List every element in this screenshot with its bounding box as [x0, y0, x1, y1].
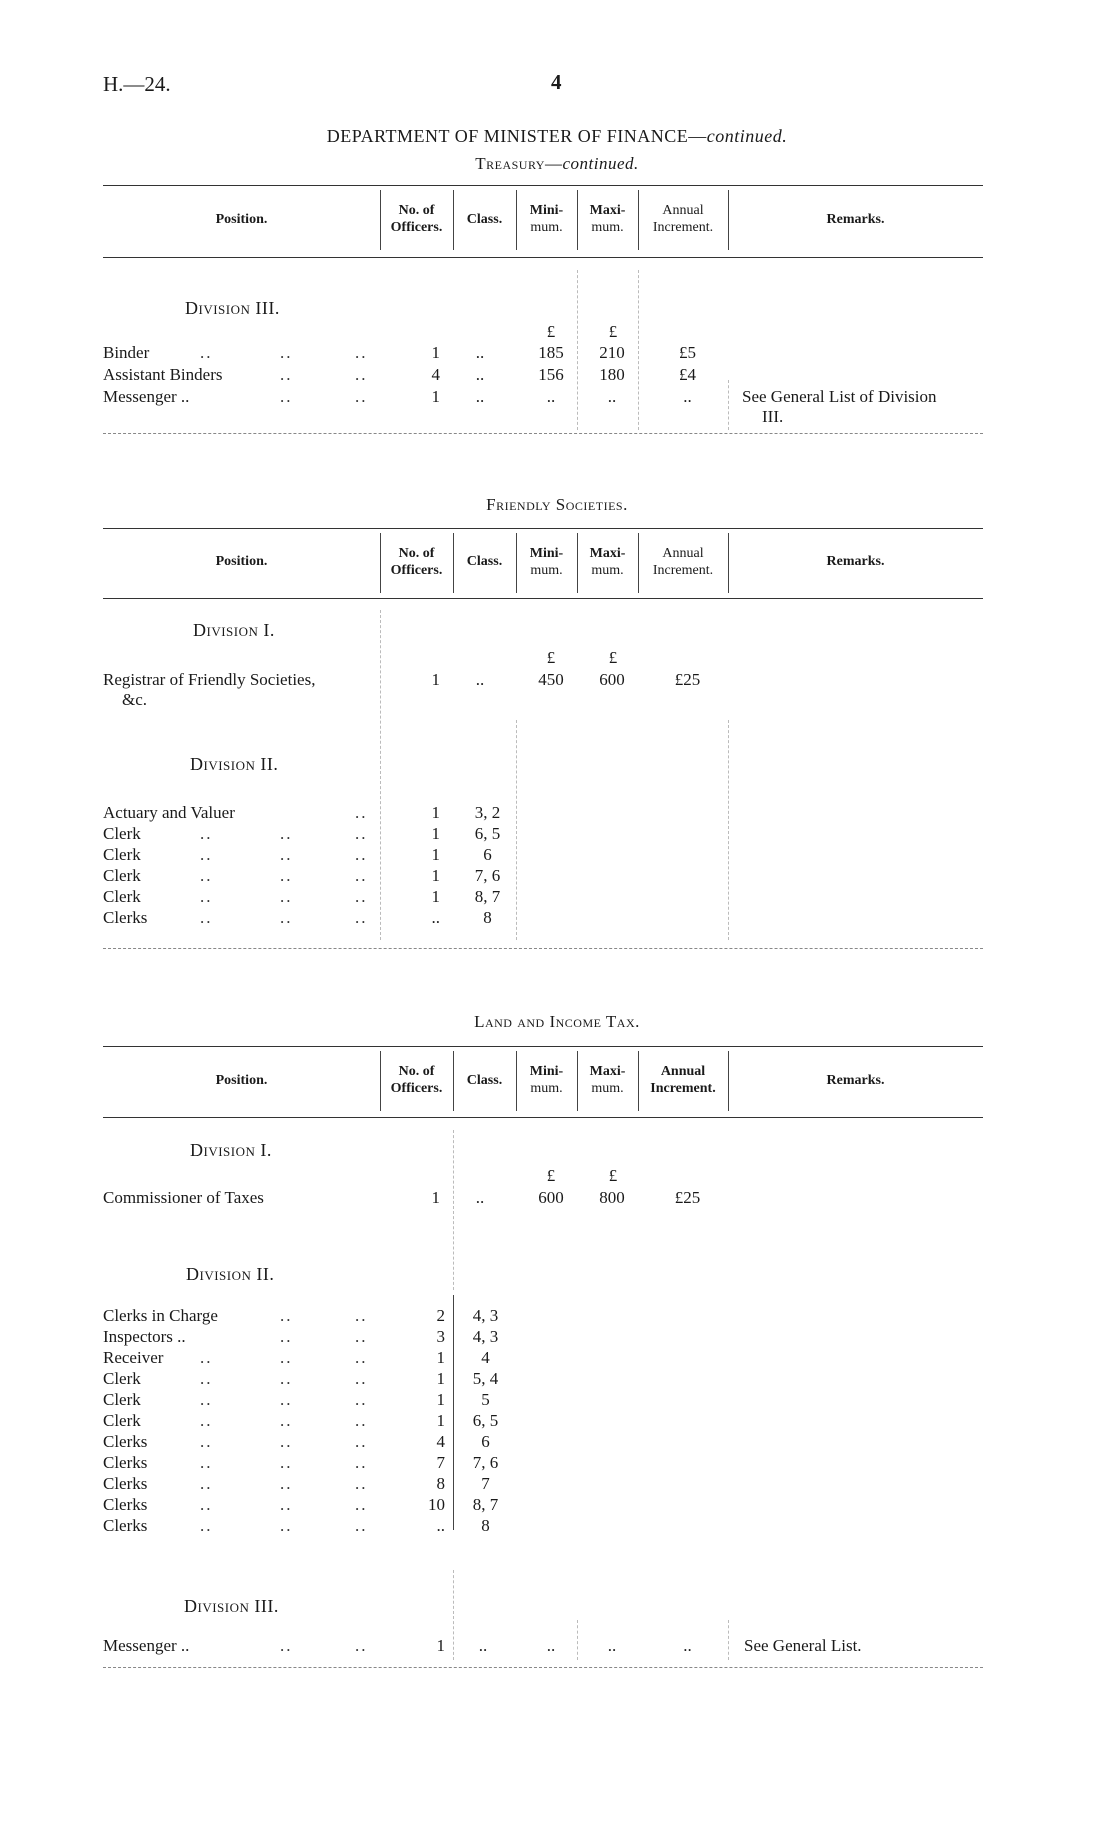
row-class: 7 [481, 1474, 490, 1493]
dot-leader: .. [200, 343, 213, 362]
dot-leader: .. [355, 1516, 368, 1535]
row-class: 8, 7 [472, 1495, 499, 1514]
row-officers: .. [431, 908, 440, 927]
row-officers: 8 [436, 1474, 445, 1493]
dot-leader: .. [355, 1474, 368, 1493]
dot-leader: .. [200, 1348, 213, 1367]
col-position: Position. [215, 212, 268, 227]
row-position: Assistant Binders [103, 365, 223, 384]
section-title-friendly-societies: Friendly Societies. [486, 495, 628, 514]
row-position: Clerk [103, 1411, 141, 1430]
row-class: 6, 5 [474, 824, 501, 843]
row-min: 450 [538, 670, 564, 689]
row-increment: £4 [679, 365, 696, 384]
row-remarks: See General List. [744, 1636, 862, 1655]
dot-leader: .. [280, 1453, 293, 1472]
dot-leader: .. [200, 1390, 213, 1409]
row-position: Clerk [103, 866, 141, 885]
col-increment: Annual Increment. [652, 203, 714, 235]
dot-leader: .. [280, 1636, 293, 1655]
row-max: 210 [599, 343, 625, 362]
dot-leader: .. [200, 845, 213, 864]
dot-leader: .. [280, 1474, 293, 1493]
section-title-land-income-tax: Land and Income Tax. [474, 1012, 640, 1031]
col-remarks: Remarks. [826, 212, 885, 227]
row-class: 5, 4 [472, 1369, 499, 1388]
row-officers: 1 [436, 1636, 445, 1655]
row-position: Clerk [103, 887, 141, 906]
dot-leader: .. [355, 1495, 368, 1514]
dot-leader: .. [200, 1411, 213, 1430]
row-class: 8 [483, 908, 492, 927]
dot-leader: .. [355, 1432, 368, 1451]
currency-symbol: £ [608, 648, 618, 667]
currency-symbol: £ [546, 322, 556, 341]
dot-leader: .. [280, 1327, 293, 1346]
dot-leader: .. [355, 1369, 368, 1388]
row-officers: 4 [431, 365, 440, 384]
row-class: 4, 3 [472, 1327, 499, 1346]
dot-leader: .. [355, 1636, 368, 1655]
currency-symbol: £ [546, 1166, 556, 1185]
row-class: .. [475, 1188, 485, 1207]
row-class: 6 [481, 1432, 490, 1451]
row-officers: 1 [431, 887, 440, 906]
row-class: .. [475, 365, 485, 384]
dot-leader: .. [355, 824, 368, 843]
row-position: Actuary and Valuer [103, 803, 235, 822]
dot-leader: .. [280, 1411, 293, 1430]
row-officers: 1 [436, 1390, 445, 1409]
row-min: 185 [538, 343, 564, 362]
col-maximum: Maxi- mum. [589, 546, 626, 578]
row-position: Messenger .. [103, 387, 190, 406]
row-class: 4, 3 [472, 1306, 499, 1325]
dot-leader: .. [280, 845, 293, 864]
row-max: .. [607, 1636, 617, 1655]
row-position: Clerks [103, 1495, 148, 1514]
row-class: 6 [483, 845, 492, 864]
col-remarks: Remarks. [826, 554, 885, 569]
dot-leader: .. [280, 343, 293, 362]
row-position: Clerk [103, 845, 141, 864]
col-class: Class. [466, 1073, 503, 1088]
dot-leader: .. [355, 908, 368, 927]
division-heading: Division III. [185, 298, 280, 318]
section-title-treasury: Treasury—continued. [475, 154, 639, 173]
row-officers: 1 [431, 1188, 440, 1207]
dot-leader: .. [280, 1348, 293, 1367]
row-max: 180 [599, 365, 625, 384]
row-position: Commissioner of Taxes [103, 1188, 264, 1207]
dot-leader: .. [200, 908, 213, 927]
row-position-cont: &c. [122, 690, 148, 709]
row-min: 600 [538, 1188, 564, 1207]
row-class: 7, 6 [472, 1453, 499, 1472]
dot-leader: .. [200, 1474, 213, 1493]
row-min: .. [546, 1636, 556, 1655]
row-officers: 1 [431, 866, 440, 885]
row-officers: 1 [431, 824, 440, 843]
dot-leader: .. [280, 1432, 293, 1451]
dot-leader: .. [200, 1495, 213, 1514]
row-class: 3, 2 [474, 803, 501, 822]
currency-symbol: £ [608, 322, 618, 341]
row-remarks: See General List of Division [742, 387, 937, 406]
row-min: 156 [538, 365, 564, 384]
row-max: 600 [599, 670, 625, 689]
row-officers: 1 [436, 1411, 445, 1430]
page-reference: H.—24. [103, 72, 171, 96]
row-officers: 1 [431, 670, 440, 689]
division-heading: Division II. [186, 1264, 275, 1284]
dot-leader: .. [355, 387, 368, 406]
row-officers: 1 [431, 845, 440, 864]
row-class: .. [475, 387, 485, 406]
row-increment: .. [683, 387, 692, 406]
row-increment: £25 [674, 670, 701, 689]
row-position: Clerk [103, 1390, 141, 1409]
col-officers: No. of Officers. [390, 546, 443, 578]
dot-leader: .. [200, 1453, 213, 1472]
row-position: Clerks [103, 1453, 148, 1472]
dot-leader: .. [280, 365, 293, 384]
dot-leader: .. [200, 1432, 213, 1451]
dot-leader: .. [200, 1369, 213, 1388]
row-officers: 10 [428, 1495, 445, 1514]
col-remarks: Remarks. [826, 1073, 885, 1088]
division-heading: Division I. [190, 1140, 272, 1160]
row-min: .. [546, 387, 556, 406]
row-position: Registrar of Friendly Societies, [103, 670, 316, 689]
row-position: Clerk [103, 1369, 141, 1388]
dot-leader: .. [280, 887, 293, 906]
dot-leader: .. [355, 887, 368, 906]
col-minimum: Mini- mum. [529, 1064, 564, 1096]
dot-leader: .. [200, 1516, 213, 1535]
row-position: Clerks in Charge [103, 1306, 218, 1325]
row-max: 800 [599, 1188, 625, 1207]
dot-leader: .. [355, 803, 368, 822]
row-officers: 1 [436, 1369, 445, 1388]
col-maximum: Maxi- mum. [589, 203, 626, 235]
row-position: Clerks [103, 1474, 148, 1493]
dot-leader: .. [200, 887, 213, 906]
dot-leader: .. [355, 1411, 368, 1430]
dot-leader: .. [355, 1390, 368, 1409]
row-remarks-cont: III. [762, 407, 784, 426]
row-officers: .. [436, 1516, 445, 1535]
col-increment: Annual Increment. [650, 1064, 716, 1096]
department-title: DEPARTMENT OF MINISTER OF FINANCE—continued. [326, 126, 788, 146]
row-officers: 1 [436, 1348, 445, 1367]
col-position: Position. [215, 1073, 268, 1088]
row-officers: 1 [431, 803, 440, 822]
row-officers: 1 [431, 387, 440, 406]
col-officers: No. of Officers. [390, 1064, 443, 1096]
row-position: Clerks [103, 1516, 148, 1535]
division-heading: Division I. [193, 620, 275, 640]
dot-leader: .. [280, 1306, 293, 1325]
dot-leader: .. [280, 824, 293, 843]
page-number: 4 [551, 70, 562, 94]
currency-symbol: £ [546, 648, 556, 667]
row-class: 5 [481, 1390, 490, 1409]
division-heading: Division III. [184, 1596, 279, 1616]
dot-leader: .. [200, 866, 213, 885]
row-position: Clerks [103, 1432, 148, 1451]
col-class: Class. [466, 212, 503, 227]
row-position: Clerks [103, 908, 148, 927]
row-officers: 2 [436, 1306, 445, 1325]
row-class: .. [475, 670, 485, 689]
row-class: 7, 6 [474, 866, 501, 885]
row-position: Binder [103, 343, 150, 362]
row-officers: 3 [436, 1327, 445, 1346]
row-class: .. [475, 343, 485, 362]
col-class: Class. [466, 554, 503, 569]
dot-leader: .. [280, 1390, 293, 1409]
dot-leader: .. [355, 845, 368, 864]
row-class: 6, 5 [472, 1411, 499, 1430]
dot-leader: .. [355, 1348, 368, 1367]
currency-symbol: £ [608, 1166, 618, 1185]
row-officers: 7 [436, 1453, 445, 1472]
row-class: .. [478, 1636, 488, 1655]
dot-leader: .. [355, 866, 368, 885]
row-position: Receiver [103, 1348, 164, 1367]
row-position: Messenger .. [103, 1636, 190, 1655]
col-officers: No. of Officers. [390, 203, 443, 235]
dot-leader: .. [280, 1516, 293, 1535]
row-class: 4 [481, 1348, 490, 1367]
dot-leader: .. [355, 1453, 368, 1472]
col-position: Position. [215, 554, 268, 569]
dot-leader: .. [355, 1327, 368, 1346]
col-minimum: Mini- mum. [529, 203, 564, 235]
dot-leader: .. [355, 365, 368, 384]
row-max: .. [607, 387, 617, 406]
row-officers: 4 [436, 1432, 445, 1451]
col-increment: Annual Increment. [652, 546, 714, 578]
dot-leader: .. [200, 824, 213, 843]
row-position: Clerk [103, 824, 141, 843]
row-position: Inspectors .. [103, 1327, 186, 1346]
col-maximum: Maxi- mum. [589, 1064, 626, 1096]
dot-leader: .. [280, 1369, 293, 1388]
row-increment: £25 [674, 1188, 701, 1207]
row-officers: 1 [431, 343, 440, 362]
row-increment: £5 [679, 343, 696, 362]
division-heading: Division II. [190, 754, 279, 774]
row-class: 8 [481, 1516, 490, 1535]
dot-leader: .. [355, 343, 368, 362]
dot-leader: .. [280, 866, 293, 885]
dot-leader: .. [355, 1306, 368, 1325]
col-minimum: Mini- mum. [529, 546, 564, 578]
row-increment: .. [683, 1636, 692, 1655]
row-class: 8, 7 [474, 887, 501, 906]
dot-leader: .. [280, 908, 293, 927]
dot-leader: .. [280, 1495, 293, 1514]
dot-leader: .. [280, 387, 293, 406]
